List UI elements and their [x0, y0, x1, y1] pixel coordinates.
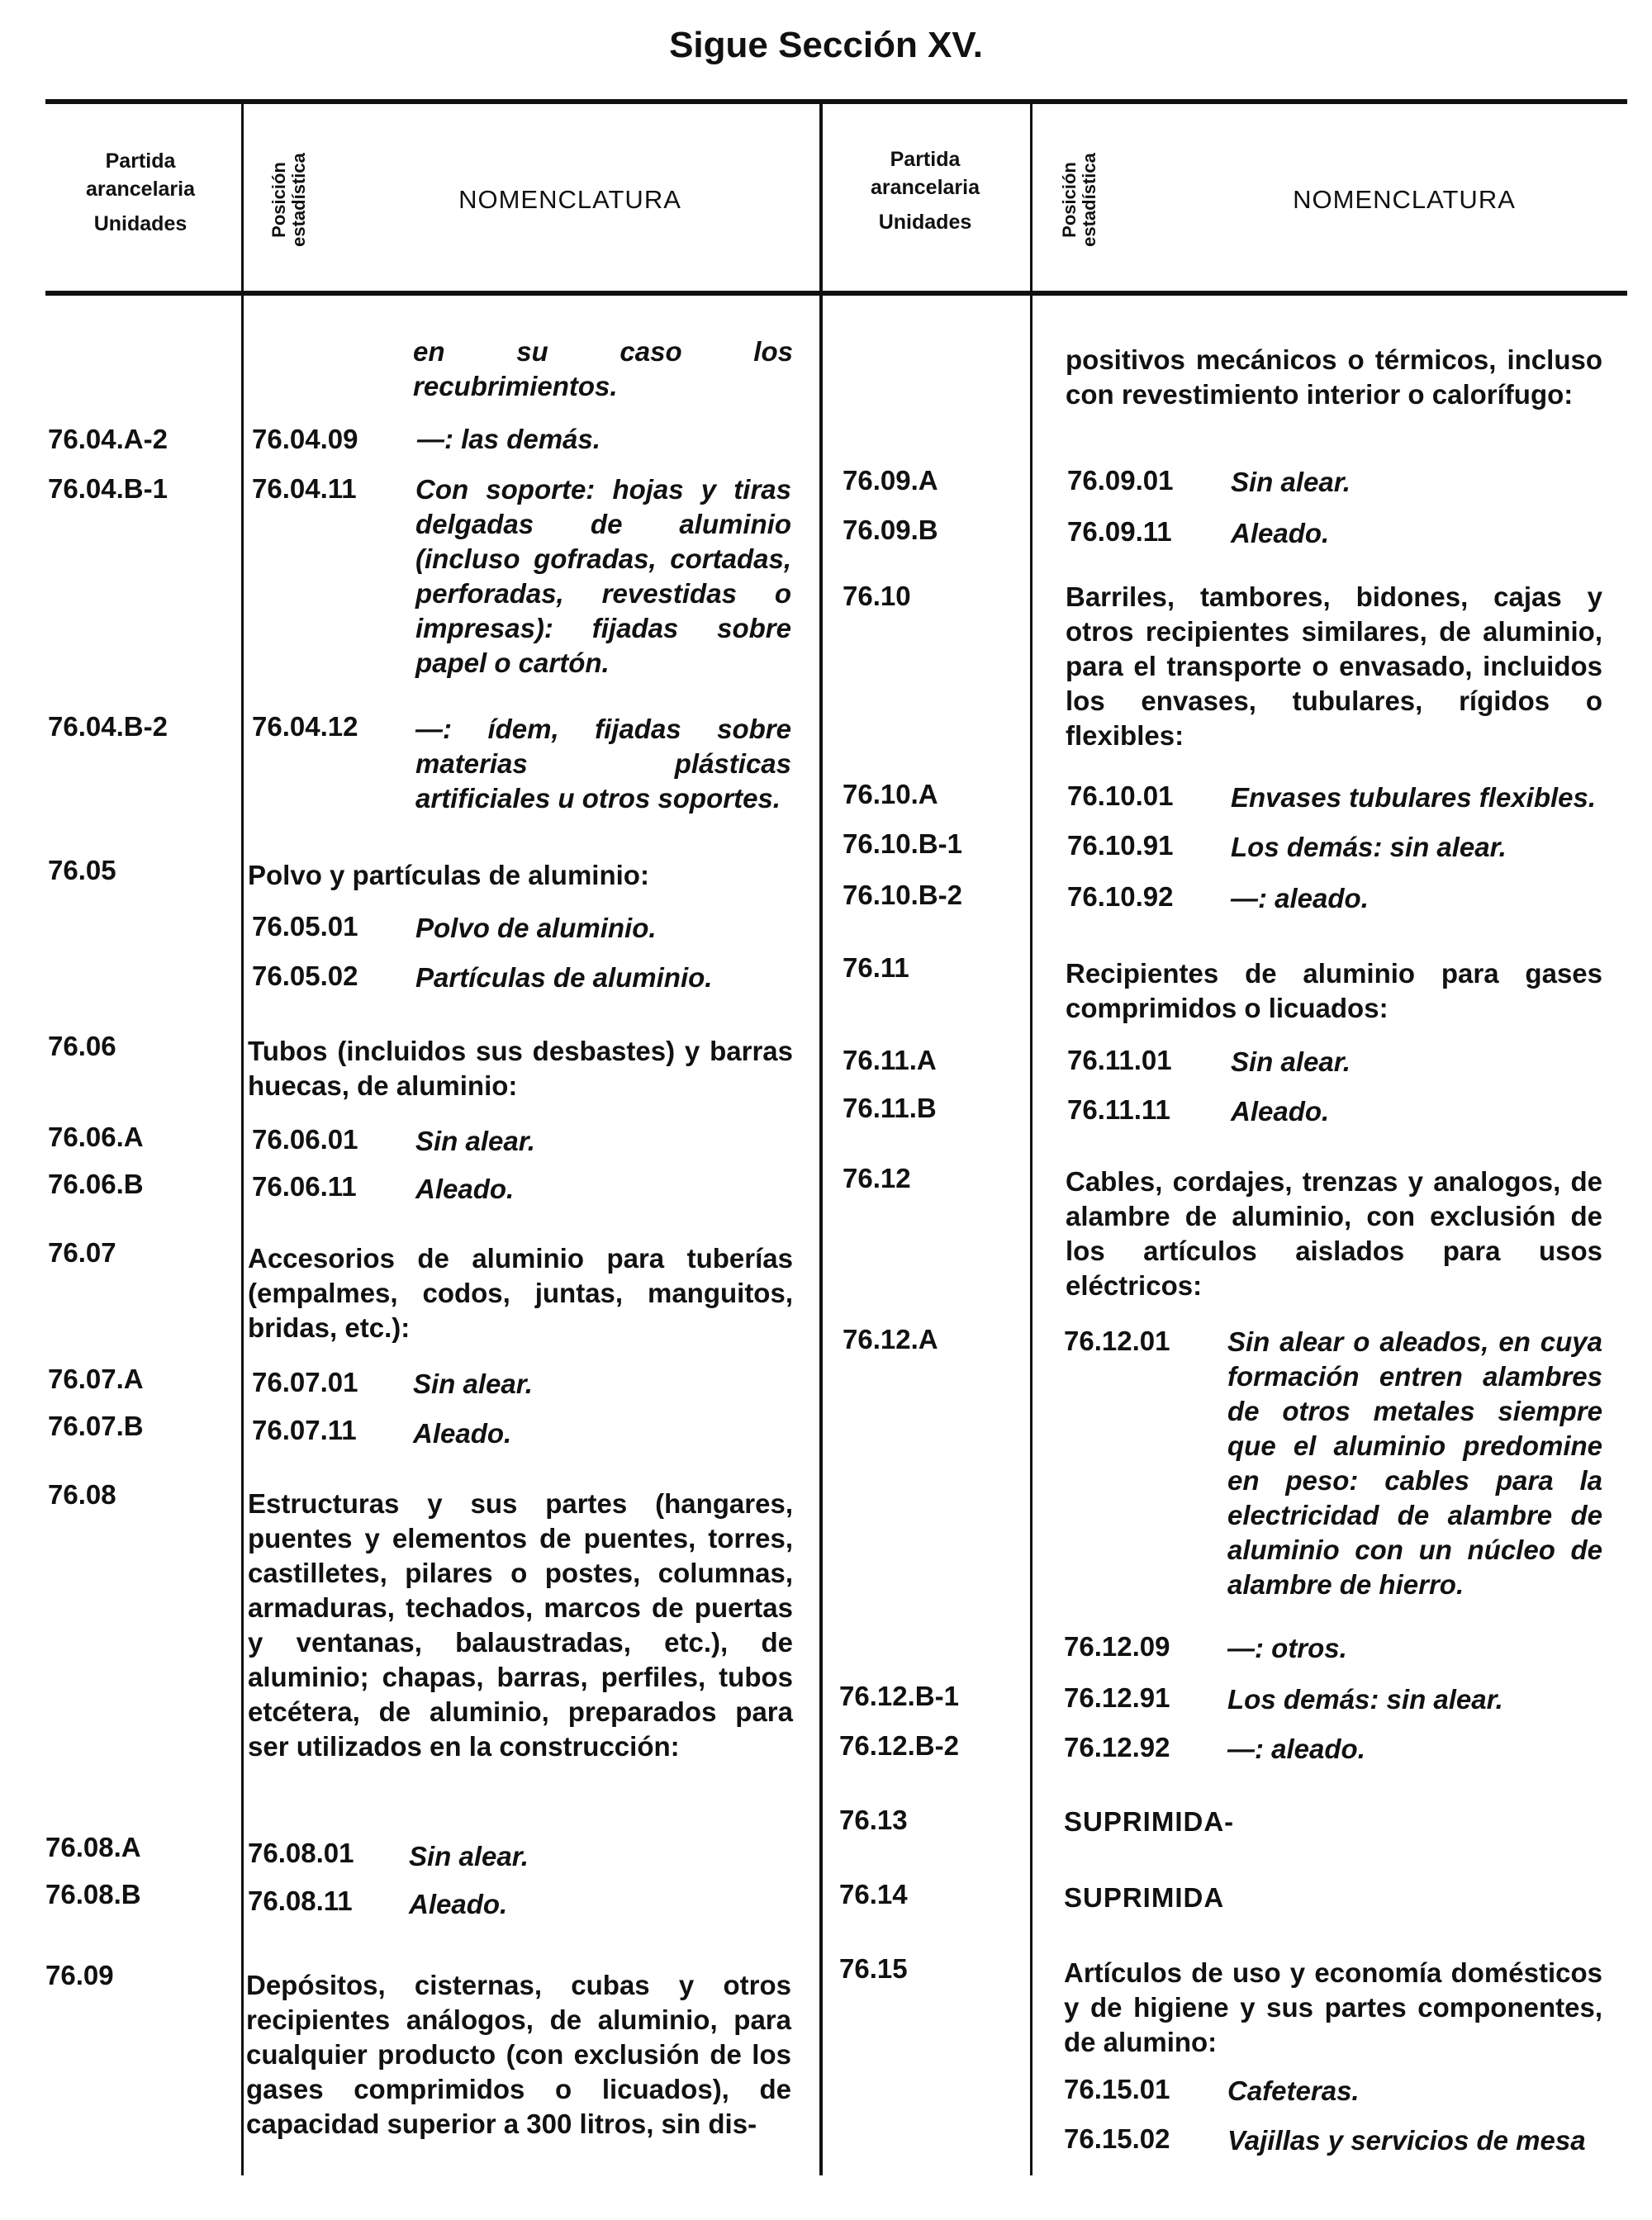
- header-nomenclatura-left: NOMENCLATURA: [458, 185, 681, 214]
- partida-code: 76.10: [843, 581, 911, 611]
- heading-description: SUPRIMIDA: [1064, 1882, 1225, 1913]
- statistical-position: 76.10.92: [1067, 881, 1174, 912]
- partida-code: 76.09.B: [843, 515, 938, 545]
- item-description: Vajillas y servicios de mesa: [1227, 2125, 1586, 2156]
- top-rule: [45, 99, 1627, 104]
- header-posicion-line1: Posición: [268, 162, 289, 238]
- partida-code: 76.06.A: [48, 1122, 144, 1152]
- partida-code: 76.06.B: [48, 1169, 144, 1199]
- partida-code: 76.07: [48, 1237, 116, 1268]
- heading-description: Artículos de uso y economía domésticos y de higiene y sus partes componentes, de alumino:: [1064, 1957, 1602, 2057]
- item-description: Aleado.: [415, 1174, 515, 1204]
- partida-code: 76.11: [843, 952, 909, 983]
- item-description: Los demás: sin alear.: [1227, 1684, 1503, 1715]
- item-description: Partículas de aluminio.: [415, 962, 713, 993]
- header-partida-line2: arancelaria: [870, 176, 980, 199]
- header-partida-line2: arancelaria: [85, 178, 196, 201]
- partida-code: 76.10.B-1: [843, 828, 962, 859]
- partida-code: 76.12.B-1: [839, 1681, 959, 1711]
- header-partida-line1: Partida: [105, 149, 176, 173]
- heading-description: Tubos (incluidos sus desbastes) y barras huecas, de aluminio:: [248, 1036, 793, 1101]
- item-description: Cafeteras.: [1227, 2075, 1360, 2106]
- item-description: Aleado.: [1231, 1096, 1330, 1127]
- statistical-position: 76.15.01: [1064, 2074, 1170, 2104]
- partida-code: 76.04.A-2: [48, 424, 168, 454]
- heading-description: Barriles, tambores, bidones, cajas y otros recipientes similares, de aluminio, para el transporte o envasado, incluidos los envases, tubulares, rígidos o flexibles:: [1066, 581, 1602, 751]
- statistical-position: 76.08.01: [248, 1838, 354, 1868]
- statistical-position: 76.12.09: [1064, 1631, 1170, 1662]
- statistical-position: 76.09.11: [1067, 516, 1172, 547]
- header-partida-right: [843, 145, 1008, 236]
- partida-code: 76.12.A: [843, 1324, 938, 1354]
- item-description: —: aleado.: [1231, 883, 1369, 913]
- partida-code: 76.09: [45, 1960, 114, 1990]
- item-description: —: ídem, fijadas sobre materias plásticas artificiales u otros soportes.: [415, 714, 791, 814]
- item-description: Sin alear.: [415, 1126, 535, 1156]
- header-posicion-left: [269, 138, 309, 262]
- item-description: Con soporte: hojas y tiras delgadas de aluminio (incluso gofradas, cortadas, perforadas, revestidas o impresas): fijadas sobre papel o cartón.: [415, 474, 791, 678]
- heading-description: SUPRIMIDA-: [1064, 1806, 1235, 1837]
- header-partida-left: [58, 147, 223, 238]
- item-description: Sin alear.: [409, 1841, 529, 1871]
- header-posicion-line2: estadística: [288, 153, 309, 247]
- partida-code: 76.09.A: [843, 465, 938, 496]
- page-title: Sigue Sección XV.: [669, 25, 983, 65]
- item-description: Aleado.: [1231, 518, 1330, 548]
- header-posicion-right: [1060, 138, 1099, 262]
- partida-code: 76.05: [48, 855, 116, 885]
- partida-code: 76.08.B: [45, 1879, 141, 1909]
- statistical-position: 76.06.01: [252, 1124, 358, 1155]
- partida-code: 76.11.A: [843, 1045, 937, 1075]
- statistical-position: 76.12.91: [1064, 1682, 1170, 1713]
- item-description: Polvo de aluminio.: [415, 913, 657, 943]
- partida-code: 76.04.B-1: [48, 473, 168, 504]
- heading-description: Polvo y partículas de aluminio:: [248, 860, 649, 890]
- heading-description: Estructuras y sus partes (hangares, puentes y elementos de puentes, torres, castilletes, pilares o postes, columnas, armaduras, techados, marcos de puertas y ventanas, balaustradas, etc.), de aluminio; chapas, barras, perfiles, tubos etcétera, de aluminio, preparados para ser utilizados en la construcción:: [248, 1488, 793, 1762]
- statistical-position: 76.07.11: [252, 1415, 357, 1445]
- partida-code: 76.10.A: [843, 779, 938, 809]
- partida-code: 76.11.B: [843, 1093, 937, 1123]
- col-divider-center: [819, 102, 823, 2175]
- heading-description: Recipientes de aluminio para gases comprimidos o licuados:: [1066, 958, 1602, 1023]
- item-description: Aleado.: [413, 1418, 512, 1449]
- partida-code: 76.14: [839, 1879, 908, 1909]
- header-partida-line3: Unidades: [878, 211, 972, 234]
- item-description: Envases tubulares flexibles.: [1231, 782, 1597, 813]
- statistical-position: 76.11.01: [1067, 1045, 1172, 1075]
- statistical-position: 76.05.01: [252, 911, 358, 942]
- partida-code: 76.12: [843, 1163, 911, 1193]
- statistical-position: 76.15.02: [1064, 2123, 1170, 2154]
- item-description: Sin alear o aleados, en cuya formación entren alambres de otros metales siempre que el aluminio predomine en peso: cables para la electricidad de alambre de aluminio con un núcleo de alambre de hierro.: [1227, 1326, 1602, 1600]
- partida-code: 76.13: [839, 1805, 908, 1835]
- item-description: —: otros.: [1227, 1633, 1347, 1663]
- partida-code: 76.07.A: [48, 1364, 144, 1394]
- heading-description: Depósitos, cisternas, cubas y otros recipientes análogos, de aluminio, para cualquier producto (con exclusión de los gases comprimidos o licuados), de capacidad superior a 300 litros, sin dis-: [246, 1970, 791, 2139]
- item-description: Los demás: sin alear.: [1231, 832, 1507, 862]
- statistical-position: 76.08.11: [248, 1886, 353, 1916]
- header-posicion-line2: estadística: [1079, 153, 1099, 247]
- partida-code: 76.08.A: [45, 1832, 141, 1862]
- col-divider-right-1: [1030, 102, 1032, 2175]
- statistical-position: 76.04.12: [252, 711, 358, 742]
- statistical-position: 76.10.91: [1067, 830, 1174, 861]
- header-partida-line3: Unidades: [93, 212, 188, 235]
- partida-code: 76.07.B: [48, 1411, 144, 1441]
- partida-code: 76.15: [839, 1953, 908, 1984]
- item-description: Sin alear.: [413, 1369, 533, 1399]
- header-bottom-rule: [45, 291, 1627, 296]
- heading-description: Accesorios de aluminio para tuberías (empalmes, codos, juntas, manguitos, bridas, etc.):: [248, 1243, 793, 1343]
- statistical-position: 76.06.11: [252, 1171, 357, 1202]
- statistical-position: 76.04.11: [252, 473, 357, 504]
- partida-code: 76.08: [48, 1479, 116, 1510]
- partida-code: 76.06: [48, 1031, 116, 1061]
- continuation-text: en su caso los recubrimientos.: [413, 336, 793, 401]
- statistical-position: 76.05.02: [252, 961, 358, 991]
- header-nomenclatura-right: NOMENCLATURA: [1293, 185, 1516, 214]
- header-posicion-line1: Posición: [1059, 162, 1080, 238]
- item-description: Sin alear.: [1231, 467, 1351, 497]
- statistical-position: 76.11.11: [1067, 1094, 1170, 1125]
- header-partida-line1: Partida: [890, 148, 961, 171]
- statistical-position: 76.12.92: [1064, 1732, 1170, 1762]
- statistical-position: 76.07.01: [252, 1367, 358, 1397]
- partida-code: 76.04.B-2: [48, 711, 168, 742]
- heading-description: Cables, cordajes, trenzas y analogos, de alambre de aluminio, con exclusión de los artículos aislados para usos eléctricos:: [1066, 1166, 1602, 1301]
- item-description: Sin alear.: [1231, 1046, 1351, 1077]
- statistical-position: 76.10.01: [1067, 780, 1174, 811]
- partida-code: 76.10.B-2: [843, 880, 962, 910]
- item-description: —: las demás.: [417, 424, 601, 454]
- partida-code: 76.12.B-2: [839, 1730, 959, 1761]
- item-description: —: aleado.: [1227, 1734, 1365, 1764]
- col-divider-left-1: [241, 102, 244, 2175]
- statistical-position: 76.04.09: [252, 424, 358, 454]
- statistical-position: 76.09.01: [1067, 465, 1174, 496]
- item-description: Aleado.: [409, 1889, 508, 1919]
- statistical-position: 76.12.01: [1064, 1326, 1170, 1356]
- continuation-text: positivos mecánicos o térmicos, incluso con revestimiento interior o calorífugo:: [1066, 344, 1602, 410]
